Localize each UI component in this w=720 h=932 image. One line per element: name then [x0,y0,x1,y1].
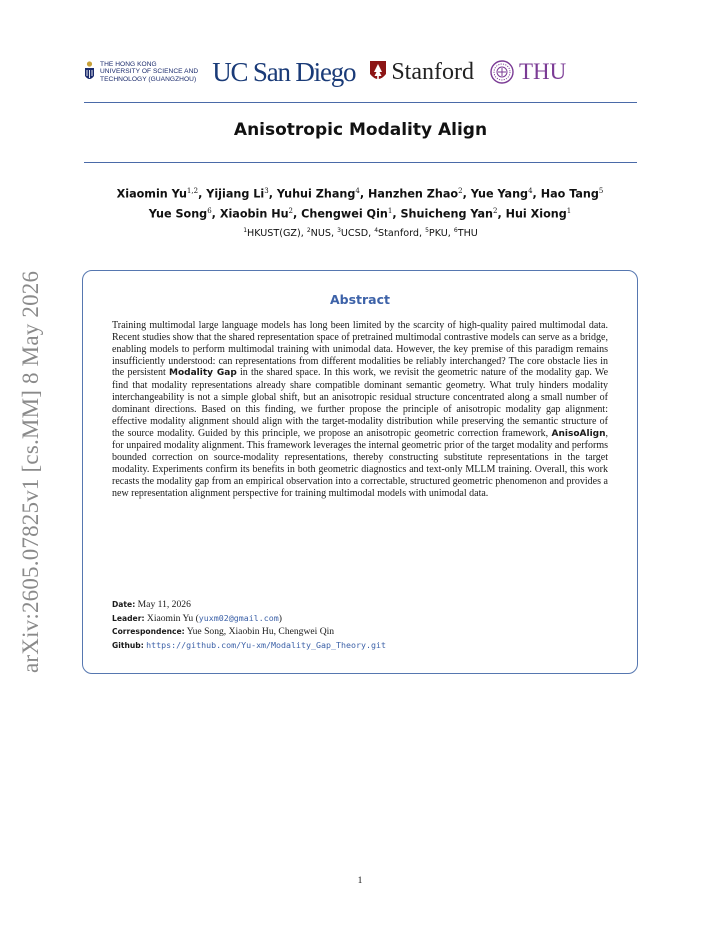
hkust-wordmark [100,61,198,84]
affiliation-list: $^1$HKUST(GZ), $^2$NUS, $^3$UCSD, $^4$Stanford, $^5$PKU, $^6$THU [243,227,478,240]
author-affiliation-mark: 2 [492,206,498,215]
thu-logo [490,59,566,85]
author-separator: , [359,187,368,201]
affiliation-mark: 4 [374,227,379,234]
author-name: Hui Xiong [505,207,567,221]
author-affiliation-mark: 1,2 [186,187,199,195]
hkust-line: THE HONG KONG [100,60,157,68]
affiliation-mark: 2 [306,227,311,234]
abstract-segment: , for unpaired modality alignment. This framework leverages the internal geometric prior of the target modality and performs bounded correction on source-modality representations, thereby constructing substitute representations in the target modality. Experiments confirm its benefits in both geometric diagnostics and text-only MLLM training. Overall, this work recasts the modality gap from an empirical observation into a correctable, structured geometric phenomenon and provides a new representation alignment perspective for training multimodal models with unimodal data. [112,427,608,499]
affiliation-name: HKUST(GZ) [247,228,301,240]
stanford-logo [369,59,474,86]
ucsd-logo: UC San Diego [212,56,356,87]
date-value: May 11, 2026 [137,599,191,610]
author-separator: , [462,187,471,201]
date-label: Date: [112,600,136,609]
affiliation-name: UCSD [340,228,369,240]
author-separator: , [497,207,506,221]
abstract-heading: Abstract [329,292,391,307]
header-divider [84,102,637,103]
author-affiliation-mark: 2 [288,206,294,215]
date-line [112,598,608,612]
correspondence-label: Correspondence: [112,627,185,636]
affiliation-name: NUS [310,228,331,240]
thu-wordmark: THU [518,59,567,84]
leader-close: ) [278,612,282,624]
affiliation-name: PKU [428,228,448,240]
institution-logos [84,54,636,90]
author-name: Yue Song [148,207,208,221]
author-affiliation-mark: 6 [207,206,212,215]
affiliation-mark: 6 [453,227,458,234]
title-divider [84,162,637,163]
author-name: Yuhui Zhang [276,187,356,201]
affiliation-mark: 5 [425,227,429,234]
author-separator: , [532,187,541,201]
author-separator: , [268,187,277,201]
author-name: Hanzhen Zhao [367,187,459,201]
abstract-segment: Training multimodal large language models has long been limited by the scarcity of high-quality paired multimodal data. Recent studies show that the shared representation space of pretrained multimodal contrastive models can serve as a bridge, enabling models to perform multimodal training with unimodal data. However, the key premise of this paradigm remains insufficiently understood: can representations from different modalities be reliably interchanged? The core obstacle lies in the persistent [112,320,608,379]
abstract-emphasis: AnisoAlign [551,428,606,439]
author-name: Chengwei Qin [301,207,388,221]
author-affiliation-mark: 4 [355,187,360,195]
leader-email-link[interactable]: yuxm02@gmail.com [198,612,279,623]
correspondence-line [112,625,608,639]
author-affiliation-mark: 1 [387,206,393,215]
author-separator: , [293,207,302,221]
github-link[interactable]: https://github.com/Yu-xm/Modality_Gap_Theory.git [146,639,386,650]
author-name: Yue Yang [470,187,529,201]
stanford-tree-icon [369,60,387,84]
abstract-emphasis: Modality Gap [169,368,237,379]
affiliation-mark: 3 [337,227,341,234]
leader-label: Leader: [112,613,145,623]
page-number: 1 [357,876,363,886]
author-affiliation-mark: 2 [458,187,463,195]
stanford-wordmark: Stanford [391,58,474,85]
author-affiliation-mark: 5 [598,187,604,195]
correspondence-value: Yue Song, Xiaobin Hu, Chengwei Qin [186,626,335,637]
abstract-segment: in the shared space. In this work, we revisit the geometric nature of the modality gap. We find that modality representations already share compatible dominant semantic geometry. What truly hinders modality interchangeability is not a simple global shift, but an anisotropic residual structure concentrated along a small number of dominant directions. Based on this finding, we further propose the principle of anisotropic modality gap alignment: effective modality alignment should align with the target-modality distribution while preserving the semantic structure of the source modality. Guided by this principle, we propose an anisotropic geometric correction framework, [112,367,609,439]
leader-name: Xiaomin Yu ( [146,612,199,624]
author-separator: , [198,187,207,201]
affiliation-name: THU [457,228,478,240]
hkust-line: UNIVERSITY OF SCIENCE AND [100,68,199,76]
affiliation-name: Stanford [378,228,419,240]
hkust-line: TECHNOLOGY (GUANGZHOU) [100,75,197,83]
paper-title: Anisotropic Modality Align [233,120,488,140]
author-name: Shuicheng Yan [400,207,493,221]
author-separator: , [211,207,220,221]
author-name: Xiaomin Yu [116,187,187,201]
author-name: Yijiang Li [206,187,265,201]
github-line [112,639,608,653]
author-name: Hao Tang [540,187,599,201]
affiliation-mark: 1 [243,227,248,234]
leader-line [112,612,608,626]
author-list [78,183,642,222]
arxiv-identifier [18,255,48,675]
github-label: Github: [112,640,144,650]
author-affiliation-mark: 4 [528,187,533,195]
hkust-gz-logo [84,61,198,84]
author-affiliation-mark: 3 [264,187,269,195]
hkust-crest-icon [84,61,95,83]
author-name: Xiaobin Hu [219,207,289,221]
paper-metadata [112,598,608,652]
author-separator: , [392,207,401,221]
author-affiliation-mark: 1 [566,206,572,215]
arxiv-identifier-text: arXiv:2605.07825v1 [cs.MM] 8 May 2026 [18,270,43,673]
thu-seal-icon [490,60,514,84]
abstract-text [112,320,608,500]
